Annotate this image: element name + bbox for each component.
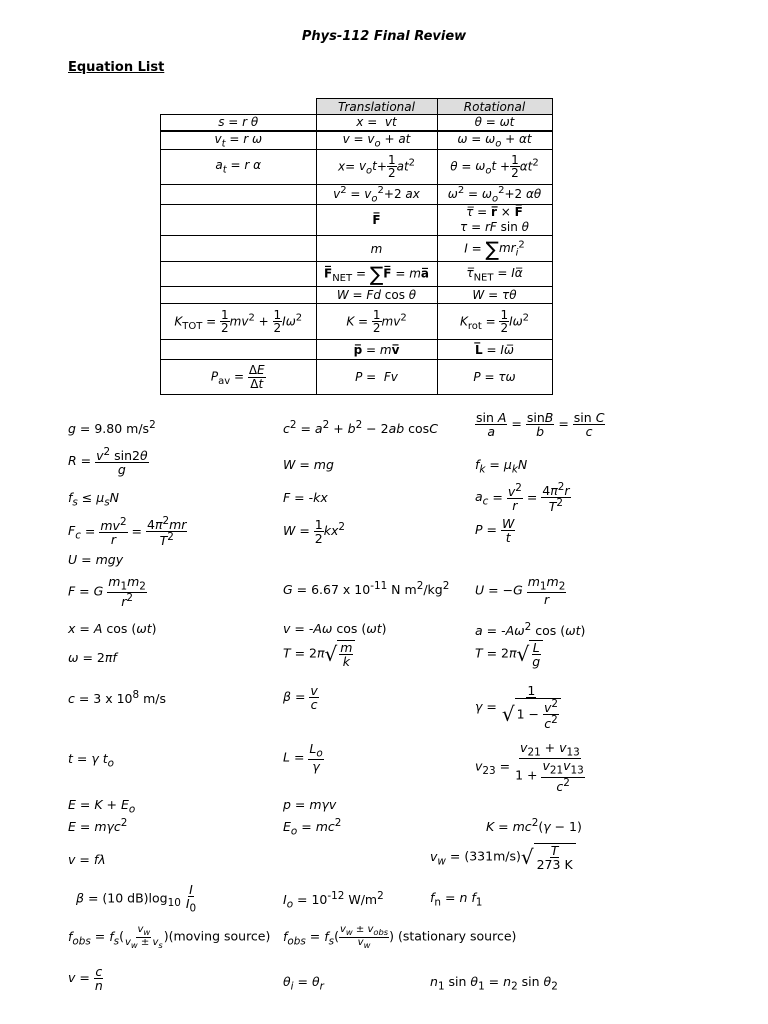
table-cell [161, 205, 317, 236]
equation-centripetal-acceleration: $a_c$ = $\frac{v^2}{r}$ = $\frac{4\pi^2r}{T^2}$ [475, 481, 570, 515]
table-cell: $P_{av}$ = $\frac{\Delta E}{\Delta t}$ [161, 360, 317, 395]
table-cell: $\theta = \omega_ot$ + $\frac{1}{2}$ $\alpha t^2$ [437, 149, 552, 184]
table-cell: x = vt [316, 115, 437, 131]
equation-doppler-stationary: $f_{obs} = f_s$( $v_w \pm v_{obs}$ $v_w$ ) (stationary source) [283, 924, 517, 950]
equation-gravitation: F = G $\frac{m_1m_2}{r^2}$ [68, 574, 146, 610]
table-cell: P = Fv [316, 360, 437, 395]
table-cell: $\omega^2 = \omega_o^2+2$ αθ [437, 184, 552, 204]
equation-gamma: γ = 1 √ 1 − $\frac{v^2}{c^2}$ [475, 684, 562, 731]
equation-kinetic-friction: $f_k = \mu_kN$ [475, 457, 528, 476]
table-header-rotational: Rotational [437, 99, 552, 115]
equation-reflection: $\theta_i = \theta_r$ [283, 974, 324, 993]
equation-spring-period: T = 2π√ $\frac{m}{k}$ [283, 640, 355, 668]
equation-beta: β = $\frac{v}{c}$ [283, 683, 318, 713]
section-heading: Equation List [68, 60, 165, 75]
equation-power: P = $\frac{W}{t}$ [475, 516, 515, 546]
table-cell: W = τθ [437, 287, 552, 304]
table-cell: $v^2 = v_o^2+2$ ax [316, 184, 437, 204]
table-cell: $v_t = r$ ω [161, 131, 317, 150]
equation-grav-potential: U = −G $\frac{m_1m_2}{r}$ [475, 574, 566, 608]
equation-rest-energy: $E_o = mc^2$ [283, 817, 342, 838]
table-cell [161, 340, 317, 360]
equation-threshold-intensity: $I_o = 10^{-12}$ $W/m^2$ [283, 890, 384, 911]
table-header-translational: Translational [316, 99, 437, 115]
equation-total-energy: $E = K + E_o$ [68, 797, 136, 816]
table-cell: $\omega = \omega_o + \alpha t$ [437, 131, 552, 150]
equation-weight: W = mg [283, 457, 334, 472]
table-cell: $a_t = r$ α [161, 149, 317, 184]
table-cell: p̅ = mv̅ [316, 340, 437, 360]
equation-spring-force: F = -kx [283, 490, 328, 505]
table-cell: W = Fd cos θ [316, 287, 437, 304]
table-cell: s = r θ [161, 115, 317, 131]
equation-shm-acceleration: $a = -A\omega^2$ cos (ωt) [475, 621, 586, 639]
equation-rel-momentum: p = mγv [283, 797, 337, 812]
equation-shm-position: x = A cos (ωt) [68, 621, 157, 636]
table-cell: F̅ [316, 205, 437, 236]
table-cell: P = τω [437, 360, 552, 395]
equation-doppler-moving: $f_{obs} = f_s$( $\frac{v_w}{v_w \pm v_s}$ )(moving source) [68, 924, 271, 950]
equation-law-of-cosines: $c^2 = a^2 + b^2 - 2ab$ cosC [283, 419, 438, 437]
equation-angular-frequency: ω = 2πf [68, 650, 117, 665]
equation-time-dilation: t = γ $t_o$ [68, 751, 114, 770]
table-cell [161, 184, 317, 204]
table-cell: τ̅ = r̅ × F̅ τ = rF sin θ [437, 205, 552, 236]
equation-table [160, 98, 553, 395]
table-cell [161, 262, 317, 287]
table-cell: $F̅_{NET}$ = ∑F̅ = ma̅ [316, 262, 437, 287]
equation-potential-energy: U = mgy [68, 552, 124, 567]
equation-decibel: β = (10 $dB)\log_{10}$ $\frac{I}{I_0}$ [76, 882, 197, 915]
table-cell [161, 236, 317, 262]
equation-light-speed: c = 3 x $10^8$ m/s [68, 689, 166, 707]
equation-static-friction: $f_s \le \mu_sN$ [68, 490, 119, 509]
table-cell: $K_{rot}$ = $\frac{1}{2}$ $I\omega^2$ [437, 304, 552, 340]
table-cell: L̅ = Iω̅ [437, 340, 552, 360]
table-cell: K = $\frac{1}{2}$ $mv^2$ [316, 304, 437, 340]
equation-rel-kinetic: $K = mc^2(\gamma - 1)$ [486, 817, 582, 835]
equation-length-contraction: L = $\frac{L_o}{\gamma}$ [283, 741, 323, 775]
table-cell: $v = v_o$ + at [316, 131, 437, 150]
equation-sound-speed: $v_w = (331m/s)√$ $\frac{T}{273 K}$ [430, 843, 576, 871]
equation-law-of-sines: $\frac{\text{sin A}}{a}$ = $\frac{\sin B}{b}$ = $\frac{\text{sin C}}{c}$ [476, 410, 605, 440]
equation-grav-constant: G = 6.67 x $10^{-11}$ N $m^2/kg^2$ [283, 580, 450, 598]
equation-refraction-index: v = $\frac{c}{n}$ [68, 964, 103, 994]
equation-pendulum-period: T = 2π√ $\frac{L}{g}$ [475, 640, 543, 668]
table-cell: $I = \sum mr_i^2$ [437, 236, 552, 262]
equation-harmonics: $f_n = n$ $f_1$ [430, 890, 483, 909]
equation-spring-work: W = $\frac{1}{2}$ $kx^2$ [283, 517, 346, 547]
equation-wave-speed: v = fλ [68, 852, 106, 867]
equation-g: g = 9.80 $m/s^2$ [68, 419, 156, 437]
equation-centripetal-force: $F_c$ = $\frac{mv^2}{r}$ = $\frac{4\pi^2mr}{T^2}$ [68, 515, 187, 549]
table-cell: m [316, 236, 437, 262]
table-cell: $\tau̅_{NET}$ = Iα̅ [437, 262, 552, 287]
page-title: Phys-112 Final Review [301, 29, 467, 44]
table-cell: $K_{TOT}$ = $\frac{1}{2}$ $mv^2$ + $\frac{1}{2}$ $I\omega^2$ [161, 304, 317, 340]
equation-snell: $n_1$ $\sin \theta_1 = n_2$ $\sin \theta_2$ [430, 974, 558, 993]
equation-velocity-addition: $v_{23}$ = $v_{21} + v_{13}$ 1 + $\frac{v_{21}v_{13}}{c^2}$ [475, 740, 584, 795]
table-header-blank [161, 99, 317, 115]
equation-range: R = $\frac{v^2 \sin 2\theta}{g}$ [68, 446, 148, 478]
equation-shm-velocity: v = -Aω cos (ωt) [283, 621, 387, 636]
table-cell: θ = ωt [437, 115, 552, 131]
table-cell [161, 287, 317, 304]
table-cell: $x= v_ot+$ $\frac{1}{2}$ $at^2$ [316, 149, 437, 184]
equation-rel-energy: E = mγc$^2$ [68, 817, 128, 835]
